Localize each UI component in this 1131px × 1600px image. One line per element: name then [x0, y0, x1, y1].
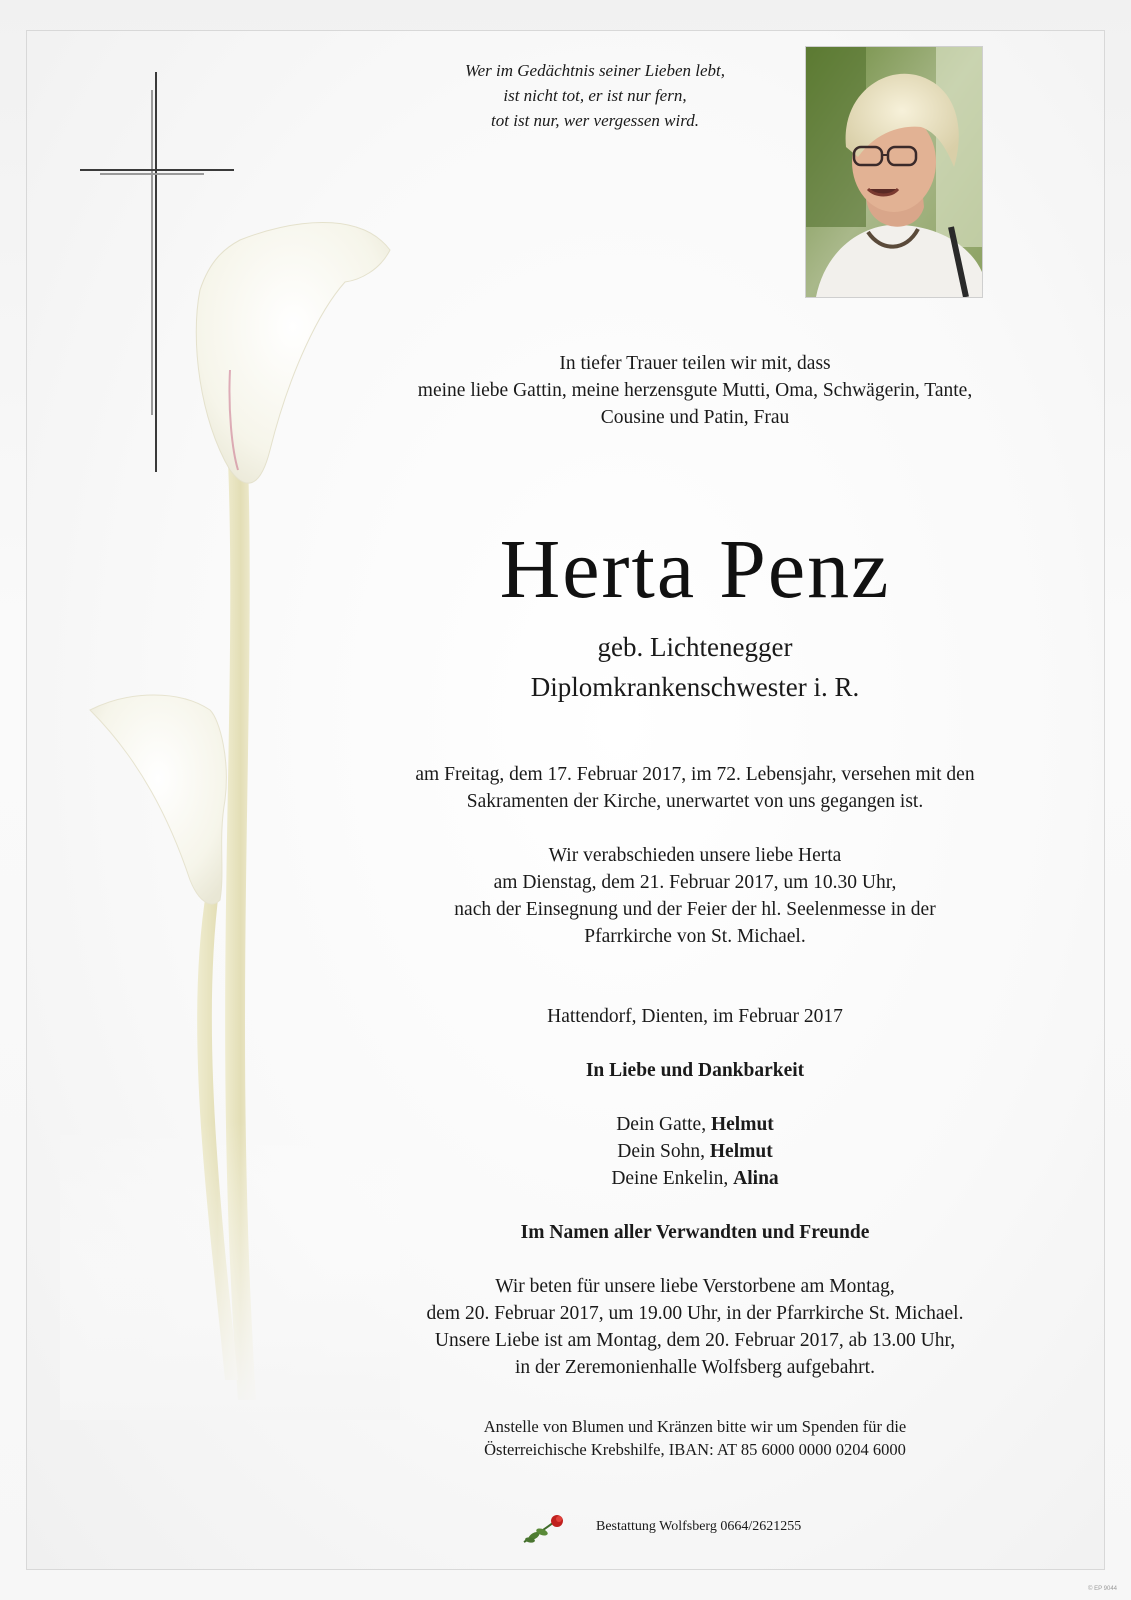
place-date: Hattendorf, Dienten, im Februar 2017	[547, 1006, 843, 1027]
love-line: In Liebe und Dankbarkeit	[585, 1060, 805, 1081]
relation-label: Dein Sohn,	[617, 1141, 710, 1162]
intro-text	[340, 350, 1050, 431]
cross-icon	[78, 70, 238, 480]
member-name: Helmut	[709, 1141, 773, 1162]
undertaker-footer	[520, 1512, 840, 1548]
undertaker-contact: Bestattung Wolfsberg 0664/2621255	[596, 1519, 802, 1534]
intro-line: Cousine und Patin, Frau	[600, 407, 790, 428]
farewell-line: Wir verabschieden unsere liebe Herta	[548, 845, 842, 866]
death-notice	[340, 761, 1050, 815]
prayer-line: dem 20. Februar 2017, um 19.00 Uhr, in der Pfarrkirche St. Michael.	[426, 1303, 964, 1324]
death-line: am Freitag, dem 17. Februar 2017, im 72. Lebensjahr, versehen mit den	[415, 764, 975, 785]
relation-label: Dein Gatte,	[616, 1114, 711, 1135]
prayer-line: in der Zeremonienhalle Wolfsberg aufgebahrt.	[515, 1357, 875, 1378]
portrait-photo	[805, 46, 983, 298]
family-member	[340, 1165, 1050, 1192]
quote-line: tot ist nur, wer vergessen wird.	[491, 111, 699, 130]
deceased-name: Herta Penz	[499, 523, 891, 616]
family-member	[340, 1111, 1050, 1138]
profession: Diplomkrankenschwester i. R.	[530, 672, 860, 702]
farewell-line: am Dienstag, dem 21. Februar 2017, um 10.30 Uhr,	[493, 872, 897, 893]
farewell-line: nach der Einsegnung und der Feier der hl. Seelenmesse in der	[454, 899, 936, 920]
relation-label: Deine Enkelin,	[611, 1168, 734, 1189]
rose-icon	[520, 1512, 568, 1546]
quote-line: Wer im Gedächtnis seiner Lieben lebt,	[465, 61, 725, 80]
donation-notice	[340, 1415, 1050, 1461]
intro-line: In tiefer Trauer teilen wir mit, dass	[559, 353, 831, 374]
memorial-quote	[405, 58, 785, 133]
relatives-line: Im Namen aller Verwandten und Freunde	[520, 1222, 870, 1243]
family-list	[340, 1111, 1050, 1192]
donation-line: Österreichische Krebshilfe, IBAN: AT 85 6000 0000 0204 6000	[484, 1440, 906, 1459]
prayer-line: Wir beten für unsere liebe Verstorbene am Montag,	[495, 1276, 895, 1297]
member-name: Helmut	[710, 1114, 774, 1135]
prayer-notice	[340, 1273, 1050, 1381]
copyright-mark: © EP 9044	[1088, 1586, 1117, 1592]
prayer-line: Unsere Liebe ist am Montag, dem 20. Februar 2017, ab 13.00 Uhr,	[434, 1330, 956, 1351]
farewell-line: Pfarrkirche von St. Michael.	[584, 926, 806, 947]
quote-line: ist nicht tot, er ist nur fern,	[503, 86, 687, 105]
maiden-name: geb. Lichtenegger	[597, 632, 793, 662]
intro-line: meine liebe Gattin, meine herzensgute Mutti, Oma, Schwägerin, Tante,	[417, 380, 973, 401]
death-line: Sakramenten der Kirche, unerwartet von uns gegangen ist.	[466, 791, 924, 812]
member-name: Alina	[733, 1168, 779, 1189]
donation-line: Anstelle von Blumen und Kränzen bitte wir um Spenden für die	[483, 1417, 907, 1436]
family-member	[340, 1138, 1050, 1165]
farewell-notice	[340, 842, 1050, 950]
